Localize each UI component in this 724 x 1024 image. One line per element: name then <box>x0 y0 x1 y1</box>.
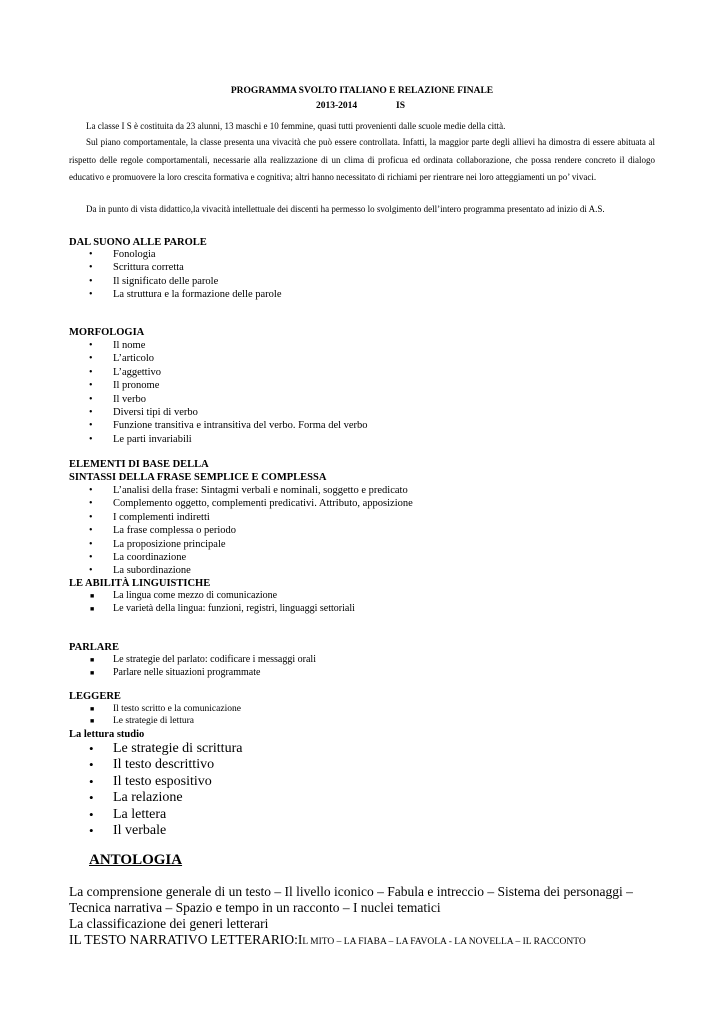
bullet-icon: • <box>89 538 93 550</box>
bullet-icon: • <box>89 262 93 274</box>
list-item: • Fonologia <box>89 249 156 260</box>
list-item: ■ La lingua come mezzo di comunicazione <box>90 590 278 601</box>
list-leggere <box>0 703 241 727</box>
list-item: • La lettera <box>89 806 167 822</box>
list-suono <box>0 248 282 302</box>
bullet-icon: • <box>89 552 93 564</box>
bullet-icon: • <box>89 249 93 260</box>
square-bullet-icon: ■ <box>90 705 95 713</box>
list-item: • La coordinazione <box>89 552 187 564</box>
bullet-icon: • <box>89 790 94 806</box>
antologia-line-4: IL TESTO NARRATIVO LETTERARIO:IL MITO – LA FIABA – LA FAVOLA - LA NOVELLA – IL RACCONTO <box>69 932 586 947</box>
list-morfologia <box>0 339 368 446</box>
bullet-icon: • <box>89 289 93 301</box>
list-item: • Il testo descrittivo <box>89 757 215 773</box>
square-bullet-icon: ■ <box>90 656 95 664</box>
document-title: PROGRAMMA SVOLTO ITALIANO E RELAZIONE FINALE <box>230 86 494 96</box>
bullet-icon: • <box>89 420 93 432</box>
list-item: ■ Le varietà della lingua: funzioni, registri, linguaggi settoriali <box>90 602 355 614</box>
section-heading-lettura: La lettura studio <box>69 729 145 740</box>
section-heading-antologia: ANTOLOGIA <box>89 852 183 868</box>
class-name: IS <box>396 101 405 111</box>
school-year: 2013-2014 <box>316 101 358 111</box>
list-item: ■ Le strategie del parlato: codificare i messaggi orali <box>90 654 316 665</box>
list-item: • Le parti invariabili <box>89 433 192 445</box>
intro-paragraph-2: Sul piano comportamentale, la classe presenta una vivacità che può essere controllata. Infatti, la maggior parte degli allievi ha dimostra di essere abituata al rispetto delle regole comportamentali, necessarie alla realizzazione di un clima di proficua ed ordinata collaborazione, che possa rendere concreto il dialogo educativo e promuovere la loro crescita formativa e cognitiva; altri hanno necessitato di richiami per rientrare nei loro atteggiamenti un po’ vivaci. <box>69 137 655 182</box>
list-item: • Diversi tipi di verbo <box>89 407 198 419</box>
bullet-icon: • <box>89 773 94 789</box>
list-abilita <box>0 590 355 615</box>
bullet-icon: • <box>89 433 93 445</box>
bullet-icon: • <box>89 393 93 405</box>
antologia-line-2: Tecnica narrativa – Spazio e tempo in un racconto – I nuclei tematici <box>69 900 441 915</box>
section-heading-abilita: LE ABILITÀ LINGUISTICHE <box>69 578 211 589</box>
section-heading-leggere: LEGGERE <box>69 691 121 702</box>
bullet-icon: • <box>89 741 94 756</box>
section-heading-morfologia: MORFOLOGIA <box>69 327 145 338</box>
bullet-icon: • <box>89 340 93 351</box>
list-item: • Il testo espositivo <box>89 773 212 789</box>
list-item: ■ Le strategie di lettura <box>90 716 194 726</box>
bullet-icon: • <box>89 498 93 510</box>
bullet-icon: • <box>89 565 93 577</box>
bullet-icon: • <box>89 823 94 839</box>
list-item: • L’articolo <box>89 353 155 365</box>
list-item: • La struttura e la formazione delle parole <box>89 289 282 301</box>
list-lettura <box>0 741 242 839</box>
list-sintassi <box>0 484 413 578</box>
intro-paragraph-3: Da in punto di vista didattico,la vivacità intellettuale dei discenti ha permesso lo svolgimento dell’intero programma presentato ad inizio di A.S. <box>86 204 605 214</box>
bullet-icon: • <box>89 407 93 419</box>
bullet-icon: • <box>89 353 93 365</box>
list-item: • Complemento oggetto, complementi predicativi. Attributo, apposizione <box>89 498 413 510</box>
bullet-icon: • <box>89 757 94 773</box>
list-item: • L’aggettivo <box>89 366 162 378</box>
square-bullet-icon: ■ <box>90 668 95 677</box>
list-item: ■ Il testo scritto e la comunicazione <box>90 704 241 714</box>
square-bullet-icon: ■ <box>90 717 95 725</box>
list-item: • La frase complessa o periodo <box>89 525 237 537</box>
list-parlare <box>0 654 316 679</box>
list-item: • Il verbo <box>89 393 146 405</box>
antologia-line-1: La comprensione generale di un testo – Il livello iconico – Fabula e intreccio – Sistema dei personaggi – <box>69 884 633 899</box>
list-item: • Il verbale <box>89 823 167 839</box>
bullet-icon: • <box>89 366 93 378</box>
bullet-icon: • <box>89 511 93 523</box>
bullet-icon: • <box>89 380 93 392</box>
list-item: • La relazione <box>89 790 183 806</box>
bullet-icon: • <box>89 525 93 537</box>
list-item: • La subordinazione <box>89 565 191 577</box>
list-item: • Il significato delle parole <box>89 275 219 287</box>
list-item: • Il nome <box>89 340 146 351</box>
list-item: • I complementi indiretti <box>89 511 210 523</box>
bullet-icon: • <box>89 275 93 287</box>
list-item: • Scrittura corretta <box>89 262 184 274</box>
antologia-line-3: La classificazione dei generi letterari <box>69 916 269 931</box>
section-heading-parlare: PARLARE <box>69 642 119 653</box>
intro-paragraph-1: La classe I S è costituita da 23 alunni, 13 maschi e 10 femmine, quasi tutti provenienti dalle scuole medie della città. <box>86 121 506 131</box>
list-item: ■ Parlare nelle situazioni programmate <box>90 666 261 678</box>
square-bullet-icon: ■ <box>90 604 95 613</box>
square-bullet-icon: ■ <box>90 592 95 600</box>
bullet-icon: • <box>89 485 93 496</box>
list-item: • Il pronome <box>89 380 160 392</box>
section-heading-sintassi-2: SINTASSI DELLA FRASE SEMPLICE E COMPLESSA <box>69 472 327 483</box>
list-item: • La proposizione principale <box>89 538 226 550</box>
list-item: • L’analisi della frase: Sintagmi verbali e nominali, soggetto e predicato <box>89 485 408 496</box>
section-heading-sintassi-1: ELEMENTI DI BASE DELLA <box>69 459 209 470</box>
list-item: • Le strategie di scrittura <box>89 741 243 756</box>
section-heading-suono: DAL SUONO ALLE PAROLE <box>69 237 207 248</box>
list-item: • Funzione transitiva e intransitiva del verbo. Forma del verbo <box>89 420 368 432</box>
bullet-icon: • <box>89 806 94 822</box>
